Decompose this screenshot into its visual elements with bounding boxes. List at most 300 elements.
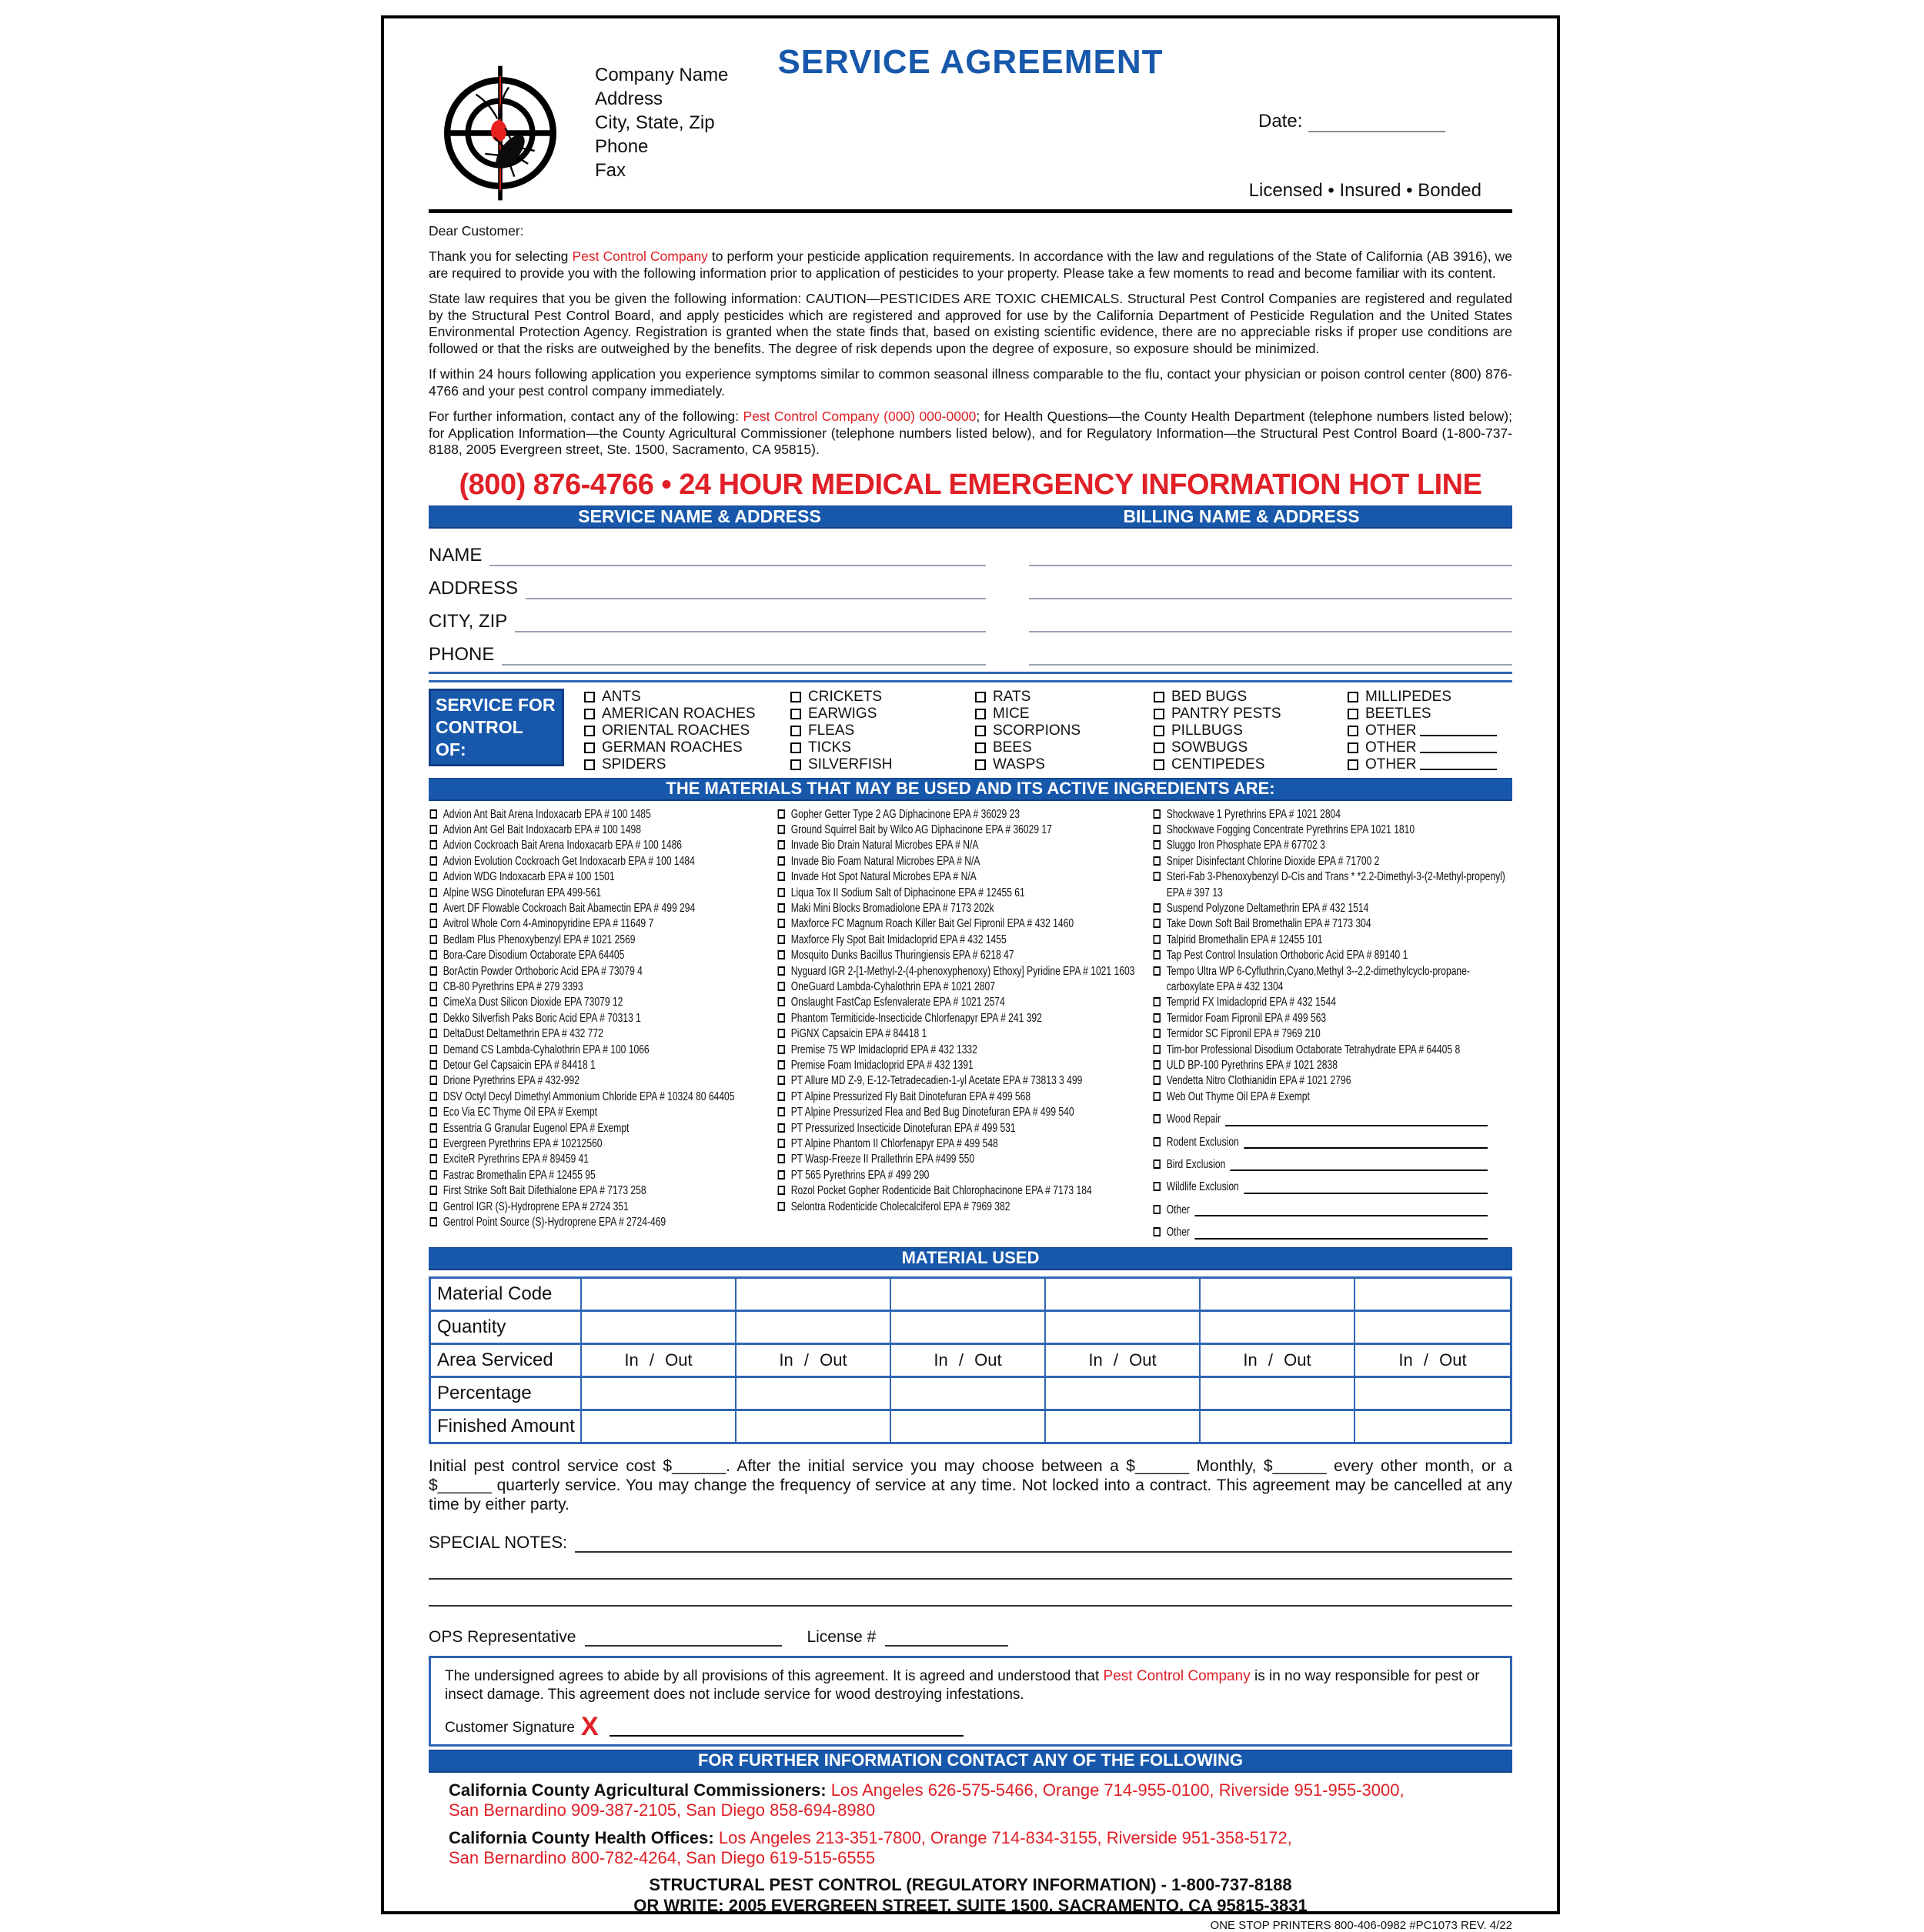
material-label: Selontra Rodenticide Cholecalciferol EPA # 7969 382 [790, 1200, 1010, 1213]
material-label: Invade Hot Spot Natural Microbes EPA # N/A [790, 870, 977, 884]
date-line[interactable] [1308, 114, 1445, 132]
checkbox-icon[interactable] [430, 1013, 437, 1023]
control-option [584, 739, 790, 756]
service-for-control-section [429, 689, 1512, 773]
checkbox-icon[interactable] [1154, 692, 1164, 702]
checkbox-icon[interactable] [790, 742, 801, 753]
control-option [975, 756, 1154, 773]
table-cell[interactable] [891, 1411, 1046, 1442]
material-label: Fastrac Bromethalin EPA # 12455 95 [443, 1168, 596, 1182]
salutation: Dear Customer: [429, 223, 524, 239]
checkbox-icon[interactable] [430, 982, 437, 991]
material-option [429, 1089, 776, 1105]
page-title: SERVICE AGREEMENT [777, 43, 1164, 81]
service-name-line[interactable] [489, 543, 986, 566]
control-option-label: ANTS [602, 688, 641, 705]
control-option [975, 689, 1154, 706]
material-option [429, 807, 776, 823]
material-option [429, 933, 776, 948]
table-cell[interactable] [891, 1279, 1046, 1310]
write-in-line[interactable] [1420, 742, 1497, 753]
checkbox-icon[interactable] [1154, 709, 1164, 719]
write-in-line[interactable] [1194, 1225, 1488, 1239]
table-cell[interactable]: In / Out [737, 1345, 891, 1376]
checkbox-icon[interactable] [1154, 1205, 1161, 1214]
checkbox-icon[interactable] [975, 726, 986, 736]
checkbox-icon[interactable] [778, 935, 785, 944]
checkbox-icon[interactable] [430, 1202, 437, 1211]
checkbox-icon[interactable] [430, 809, 437, 819]
checkbox-icon[interactable] [778, 825, 785, 834]
material-option [1152, 995, 1511, 1010]
checkbox-icon[interactable] [584, 692, 595, 702]
material-option [1152, 1089, 1511, 1105]
checkbox-icon[interactable] [1154, 1029, 1161, 1038]
write-in-line[interactable] [1194, 1203, 1488, 1216]
material-option [777, 1058, 1151, 1073]
material-option [777, 869, 1151, 885]
material-option [1152, 948, 1511, 963]
checkbox-icon[interactable] [430, 888, 437, 897]
billing-phone-line[interactable] [1029, 642, 1512, 666]
checkbox-icon[interactable] [778, 1092, 785, 1101]
material-option [1152, 1112, 1511, 1127]
company-city-state-zip: City, State, Zip [595, 112, 715, 133]
checkbox-icon[interactable] [430, 935, 437, 944]
checkbox-icon[interactable] [790, 692, 801, 702]
checkbox-icon[interactable] [1154, 1045, 1161, 1054]
material-label: PT Pressurized Insecticide Dinotefuran EPA # 499 531 [790, 1121, 1016, 1135]
checkbox-icon[interactable] [778, 1076, 785, 1085]
control-option [975, 706, 1154, 722]
control-option [790, 689, 975, 706]
checkbox-icon[interactable] [430, 1076, 437, 1085]
material-option [1152, 933, 1511, 948]
checkbox-icon[interactable] [778, 1107, 785, 1116]
checkbox-icon[interactable] [430, 1170, 437, 1180]
checkbox-icon[interactable] [1154, 950, 1161, 959]
company-fax: Fax [595, 160, 626, 181]
table-cell[interactable]: In / Out [1398, 1350, 1467, 1370]
checkbox-icon[interactable] [1154, 997, 1161, 1006]
service-address-line[interactable] [526, 576, 986, 599]
header-rule [429, 209, 1512, 213]
checkbox-icon[interactable] [1154, 742, 1164, 753]
service-phone-line[interactable] [502, 642, 986, 666]
control-option [1154, 706, 1348, 722]
material-option [429, 854, 776, 869]
checkbox-icon[interactable] [778, 997, 785, 1006]
date-label: Date: [1258, 111, 1303, 132]
material-option [777, 933, 1151, 948]
material-label: Mosquito Dunks Bacillus Thuringiensis EPA # 6218 47 [790, 949, 1014, 963]
checkbox-icon[interactable] [790, 726, 801, 736]
material-label: Eco Via EC Thyme Oil EPA # Exempt [443, 1106, 597, 1119]
material-label: Take Down Soft Bail Bromethalin EPA # 7173 304 [1166, 917, 1371, 931]
checkbox-icon[interactable] [1154, 759, 1164, 770]
checkbox-icon[interactable] [975, 759, 986, 770]
checkbox-icon[interactable] [975, 692, 986, 702]
name-row [429, 533, 1512, 566]
checkbox-icon[interactable] [778, 1060, 785, 1069]
control-option [1348, 722, 1512, 739]
billing-name-line[interactable] [1029, 543, 1512, 566]
materials-column-list [777, 807, 1151, 1216]
checkbox-icon[interactable] [1154, 872, 1161, 881]
double-rule [429, 672, 1512, 682]
special-notes-line-3[interactable] [429, 1605, 1512, 1607]
material-label: Demand CS Lambda-Cyhalothrin EPA # 100 1066 [443, 1043, 650, 1056]
material-label: Maki Mini Blocks Bromadiolone EPA # 7173 202k [790, 901, 994, 915]
checkbox-icon[interactable] [1154, 825, 1161, 834]
table-cell[interactable] [1355, 1312, 1510, 1343]
material-option [429, 1011, 776, 1026]
table-cell[interactable]: In / Out [1201, 1345, 1355, 1376]
control-option-label: CENTIPEDES [1171, 756, 1265, 772]
checkbox-icon[interactable] [1154, 1137, 1161, 1146]
material-label: Phantom Termiticide-Insecticide Chlorfenapyr EPA # 241 392 [790, 1011, 1042, 1025]
table-cell[interactable] [737, 1312, 891, 1343]
checkbox-icon[interactable] [430, 825, 437, 834]
material-label: Advion Evolution Cockroach Get Indoxacarb EPA # 100 1484 [443, 854, 695, 868]
material-option [777, 807, 1151, 823]
special-notes-line-2[interactable] [429, 1578, 1512, 1580]
material-label: Nyguard IGR 2-[1-Methyl-2-(4-phenoxyphenoxy) Ethoxy] Pyridine EPA # 1021 1603 [790, 964, 1135, 978]
checkbox-icon[interactable] [1154, 935, 1161, 944]
material-label: BorActin Powder Orthoboric Acid EPA # 73079 4 [443, 964, 643, 978]
table-cell[interactable] [891, 1312, 1046, 1343]
material-option [777, 886, 1151, 901]
material-label: Ground Squirrel Bait by Wilco AG Diphacinone EPA # 36029 17 [790, 823, 1052, 836]
material-option [429, 1168, 776, 1183]
table-cell[interactable] [737, 1378, 891, 1409]
checkbox-icon[interactable] [778, 1045, 785, 1054]
material-option [777, 1183, 1151, 1199]
licensed-insured-bonded: Licensed • Insured • Bonded [1248, 180, 1481, 201]
checkbox-icon[interactable] [1154, 1013, 1161, 1023]
material-label: Advion Ant Bait Arena Indoxacarb EPA # 100 1485 [443, 807, 651, 821]
checkbox-icon[interactable] [430, 1045, 437, 1054]
control-option-label: WASPS [993, 756, 1045, 772]
billing-address-line[interactable] [1029, 576, 1512, 599]
checkbox-icon[interactable] [430, 966, 437, 976]
checkbox-icon[interactable] [430, 1186, 437, 1195]
checkbox-icon[interactable] [778, 888, 785, 897]
material-label: Bird Exclusion [1166, 1158, 1226, 1172]
cost-paragraph: Initial pest control service cost $______. After the initial service you may choose between a $______ Monthly, $______ every other month, or a $______ quarterly service. You may change the frequency of service at any time. Not locked into a contract. This agreement may be cancelled at any time by either party. [429, 1457, 1512, 1513]
checkbox-icon[interactable] [975, 742, 986, 753]
intro-paragraph-1: Thank you for selecting Pest Control Company to perform your pesticide application requirements. In accordance with the law and regulations of the State of California (AB 3916), we are required to provide you with the following information prior to application of pesticides to your property. Please take a few moments to read and become familiar with its content. [429, 249, 1512, 281]
table-cell[interactable]: In / Out [1046, 1345, 1201, 1376]
material-label: Gentrol IGR (S)-Hydroprene EPA # 2724 351 [443, 1200, 629, 1213]
checkbox-icon[interactable] [778, 1013, 785, 1023]
checkbox-icon[interactable] [778, 982, 785, 991]
material-option [1152, 823, 1511, 838]
material-label: Advion WDG Indoxacarb EPA # 100 1501 [443, 870, 615, 884]
table-cell[interactable] [582, 1279, 737, 1310]
control-option-label: RATS [993, 688, 1031, 705]
table-cell[interactable] [1046, 1378, 1201, 1409]
write-in-line[interactable] [1420, 759, 1497, 770]
checkbox-icon[interactable] [1348, 709, 1358, 719]
table-cell[interactable] [582, 1312, 737, 1343]
table-cell[interactable] [1201, 1378, 1355, 1409]
checkbox-icon[interactable] [430, 1154, 437, 1163]
material-label: PT Alpine Phantom II Chlorfenapyr EPA # 499 548 [790, 1137, 998, 1151]
printer-credit: ONE STOP PRINTERS 800-406-0982 #PC1073 REV. 4/22 [1210, 1918, 1512, 1932]
material-option [1152, 1043, 1511, 1058]
write-in-line[interactable] [1244, 1135, 1488, 1149]
license-line[interactable] [885, 1645, 1008, 1647]
control-column [1154, 689, 1348, 773]
checkbox-icon[interactable] [778, 1139, 785, 1148]
checkbox-icon[interactable] [1154, 1060, 1161, 1069]
checkbox-icon[interactable] [1154, 856, 1161, 866]
material-option [429, 886, 776, 901]
table-cell[interactable] [1046, 1411, 1201, 1442]
material-option [429, 1152, 776, 1167]
signature-box [429, 1656, 1512, 1747]
material-label: Tempo Ultra WP 6-Cyfluthrin,Cyano,Methyl 3--2,2-dimethylcyclo-propane-carboxylate EPA # 432 1304 [1166, 964, 1470, 993]
material-option [429, 1200, 776, 1215]
control-option [790, 722, 975, 739]
material-label: Tim-bor Professional Disodium Octaborate Tetrahydrate EPA # 64405 8 [1166, 1043, 1461, 1056]
checkbox-icon[interactable] [778, 919, 785, 928]
materials-column-list [1152, 807, 1511, 1241]
checkbox-icon[interactable] [778, 840, 785, 849]
write-in-line[interactable] [1420, 726, 1497, 736]
control-option [1348, 689, 1512, 706]
material-label: PT Alpine Pressurized Fly Bait Dinotefuran EPA # 499 568 [790, 1089, 1031, 1103]
material-label: Rodent Exclusion [1166, 1135, 1239, 1149]
checkbox-icon[interactable] [975, 709, 986, 719]
agricultural-commissioners-entry: California County Agricultural Commissioners: Los Angeles 626-575-5466, Orange 714-955-0100, Riverside 951-955-3000, San Bernardino 909-387-2105, San Diego 858-694-8980 [449, 1780, 1405, 1820]
table-cell[interactable] [1201, 1411, 1355, 1442]
checkbox-icon[interactable] [1154, 903, 1161, 913]
table-cell[interactable] [1046, 1279, 1201, 1310]
checkbox-icon[interactable] [1154, 1160, 1161, 1169]
checkbox-icon[interactable] [1348, 692, 1358, 702]
material-option [777, 1152, 1151, 1167]
checkbox-icon[interactable] [430, 1060, 437, 1069]
service-for-control-label: SERVICE FOR CONTROL OF: [429, 689, 564, 766]
table-cell[interactable] [582, 1378, 737, 1409]
checkbox-icon[interactable] [1154, 1092, 1161, 1101]
address-fields [429, 533, 1512, 666]
checkbox-icon[interactable] [790, 759, 801, 770]
control-option [1348, 706, 1512, 722]
control-option-label: BEES [993, 739, 1032, 756]
checkbox-icon[interactable] [1154, 1182, 1161, 1191]
checkbox-icon[interactable] [1154, 840, 1161, 849]
materials-column [777, 807, 1152, 1241]
control-option-label: GERMAN ROACHES [602, 739, 743, 756]
control-option-label: FLEAS [808, 722, 855, 739]
checkbox-icon[interactable] [430, 1217, 437, 1226]
checkbox-icon[interactable] [1154, 1114, 1161, 1123]
checkbox-icon[interactable] [430, 1107, 437, 1116]
service-name-address-header: SERVICE NAME & ADDRESS [578, 506, 821, 526]
checkbox-icon[interactable] [778, 1186, 785, 1195]
material-option [777, 964, 1151, 979]
table-cell[interactable] [1355, 1378, 1510, 1409]
material-option [777, 1043, 1151, 1058]
special-notes-row [429, 1533, 1512, 1553]
table-cell[interactable] [1201, 1279, 1355, 1310]
checkbox-icon[interactable] [778, 1029, 785, 1038]
billing-city-zip-line[interactable] [1029, 609, 1512, 632]
checkbox-icon[interactable] [1154, 726, 1164, 736]
customer-signature-line[interactable] [610, 1735, 964, 1737]
write-in-line[interactable] [1244, 1180, 1488, 1193]
material-label: Rozol Pocket Gopher Rodenticide Bait Chlorophacinone EPA # 7173 184 [790, 1184, 1092, 1198]
checkbox-icon[interactable] [778, 1170, 785, 1180]
material-option [1152, 916, 1511, 932]
checkbox-icon[interactable] [1154, 1227, 1161, 1236]
material-option [777, 916, 1151, 932]
material-option [777, 1089, 1151, 1105]
material-option [777, 1136, 1151, 1152]
control-option-label: SILVERFISH [808, 756, 893, 772]
material-option [1152, 1157, 1511, 1173]
checkbox-icon[interactable] [430, 1123, 437, 1133]
checkbox-icon[interactable] [584, 759, 595, 770]
checkbox-icon[interactable] [778, 966, 785, 976]
checkbox-icon[interactable] [778, 872, 785, 881]
material-used-bar: MATERIAL USED [429, 1247, 1512, 1270]
checkbox-icon[interactable] [430, 919, 437, 928]
checkbox-icon[interactable] [584, 709, 595, 719]
checkbox-icon[interactable] [778, 1123, 785, 1133]
checkbox-icon[interactable] [1348, 742, 1358, 753]
checkbox-icon[interactable] [1348, 759, 1358, 770]
checkbox-icon[interactable] [778, 1202, 785, 1211]
control-option [975, 739, 1154, 756]
material-label: Liqua Tox II Sodium Salt of Diphacinone EPA # 12455 61 [790, 886, 1025, 899]
company-address: Address [595, 88, 663, 109]
checkbox-icon[interactable] [778, 809, 785, 819]
service-city-zip-line[interactable] [515, 609, 986, 632]
material-label: Talpirid Bromethalin EPA # 12455 101 [1166, 933, 1323, 946]
table-cell[interactable] [1355, 1279, 1510, 1310]
checkbox-icon[interactable] [430, 872, 437, 881]
control-option [584, 722, 790, 739]
material-option [429, 995, 776, 1010]
write-in-line[interactable] [1231, 1157, 1488, 1171]
signature-x-mark: X [580, 1711, 599, 1741]
checkbox-icon[interactable] [778, 1154, 785, 1163]
control-option-label: SOWBUGS [1171, 739, 1248, 756]
special-notes-line-1[interactable] [575, 1551, 1512, 1553]
material-label: Shockwave Fogging Concentrate Pyrethrins EPA 1021 1810 [1166, 823, 1415, 836]
checkbox-icon[interactable] [430, 903, 437, 913]
checkbox-icon[interactable] [430, 1092, 437, 1101]
checkbox-icon[interactable] [790, 709, 801, 719]
material-option [1152, 1225, 1511, 1240]
table-cell[interactable] [582, 1411, 737, 1442]
control-option [790, 706, 975, 722]
material-label: Gopher Getter Type 2 AG Diphacinone EPA # 36029 23 [790, 807, 1020, 821]
material-label: Suspend Polyzone Deltamethrin EPA # 432 1514 [1166, 901, 1369, 915]
materials-column-list [429, 807, 776, 1231]
material-option [429, 1026, 776, 1042]
checkbox-icon[interactable] [1154, 919, 1161, 928]
checkbox-icon[interactable] [430, 856, 437, 866]
checkbox-icon[interactable] [430, 997, 437, 1006]
checkbox-icon[interactable] [1154, 966, 1161, 976]
control-option [790, 756, 975, 773]
checkbox-icon[interactable] [584, 742, 595, 753]
emergency-hotline: (800) 876-4766 • 24 HOUR MEDICAL EMERGENCY INFORMATION HOT LINE [459, 468, 1482, 501]
address-section-bar [429, 506, 1512, 529]
control-option [1154, 689, 1348, 706]
materials-column [1152, 807, 1512, 1241]
material-option [429, 869, 776, 885]
material-label: Bedlam Plus Phenoxybenzyl EPA # 1021 2569 [443, 933, 636, 946]
service-agreement-form [381, 15, 1560, 1932]
phone-label: PHONE [429, 643, 495, 665]
checkbox-icon[interactable] [430, 840, 437, 849]
material-label: PiGNX Capsaicin EPA # 84418 1 [790, 1027, 927, 1041]
material-option [1152, 838, 1511, 853]
checkbox-icon[interactable] [1154, 1076, 1161, 1085]
control-option [1154, 722, 1348, 739]
ops-representative-line[interactable] [585, 1645, 782, 1647]
table-cell[interactable] [737, 1411, 891, 1442]
checkbox-icon[interactable] [430, 950, 437, 959]
control-option-label: BEETLES [1365, 705, 1431, 722]
company-name: Company Name [595, 65, 729, 85]
material-label: Advion Ant Gel Bait Indoxacarb EPA # 100 1498 [443, 823, 641, 836]
checkbox-icon[interactable] [430, 1139, 437, 1148]
material-label: Steri-Fab 3-Phenoxybenzyl D-Cis and Trans * *2.2-Dimethyl-3-(2-Methyl-propenyl) EPA # 397 13 [1166, 870, 1505, 899]
intro-paragraph-4: For further information, contact any of the following: Pest Control Company (000) 000-0000; for Health Questions—the County Health Department (telephone numbers listed below); for Application Information—the County Agricultural Commissioner (telephone numbers listed below), and for Regulatory Information—the Structural Pest Control Board (1-800-737-8188, 2005 Evergreen street, Ste. 1500, Sacramento, CA 95815). [429, 409, 1512, 457]
customer-signature-label: Customer Signature [445, 1719, 575, 1736]
checkbox-icon[interactable] [778, 856, 785, 866]
write-in-line[interactable] [1225, 1112, 1488, 1126]
checkbox-icon[interactable] [584, 726, 595, 736]
material-label: Termidor SC Fipronil EPA # 7969 210 [1166, 1027, 1321, 1041]
checkbox-icon[interactable] [778, 903, 785, 913]
table-row [431, 1279, 1510, 1312]
checkbox-icon[interactable] [778, 950, 785, 959]
material-label: PT Allure MD Z-9, E-12-Tetradecadien-1-yl Acetate EPA # 73813 3 499 [790, 1074, 1083, 1088]
material-label: Detour Gel Capsaicin EPA # 84418 1 [443, 1059, 596, 1072]
table-cell[interactable]: In / Out [891, 1345, 1046, 1376]
table-cell[interactable] [1355, 1411, 1510, 1442]
material-option [777, 948, 1151, 963]
checkbox-icon[interactable] [1348, 726, 1358, 736]
table-cell[interactable] [1201, 1312, 1355, 1343]
table-cell[interactable] [891, 1378, 1046, 1409]
material-label: Other [1166, 1203, 1190, 1216]
material-option [777, 1026, 1151, 1042]
material-label: ExciteR Pyrethrins EPA # 89459 41 [443, 1153, 590, 1166]
material-option [429, 823, 776, 838]
table-cell[interactable] [737, 1279, 891, 1310]
ops-row [429, 1627, 1512, 1647]
material-label: Termidor Foam Fipronil EPA # 499 563 [1166, 1011, 1327, 1025]
control-option [975, 722, 1154, 739]
material-option [429, 1215, 776, 1230]
material-label: Vendetta Nitro Clothianidin EPA # 1021 2796 [1166, 1074, 1351, 1088]
checkbox-icon[interactable] [430, 1029, 437, 1038]
row-label: Quantity [431, 1312, 582, 1343]
table-cell[interactable] [1046, 1312, 1201, 1343]
table-cell[interactable]: In / Out [582, 1345, 737, 1376]
target-bug-icon [429, 62, 572, 205]
checkbox-icon[interactable] [1154, 809, 1161, 819]
